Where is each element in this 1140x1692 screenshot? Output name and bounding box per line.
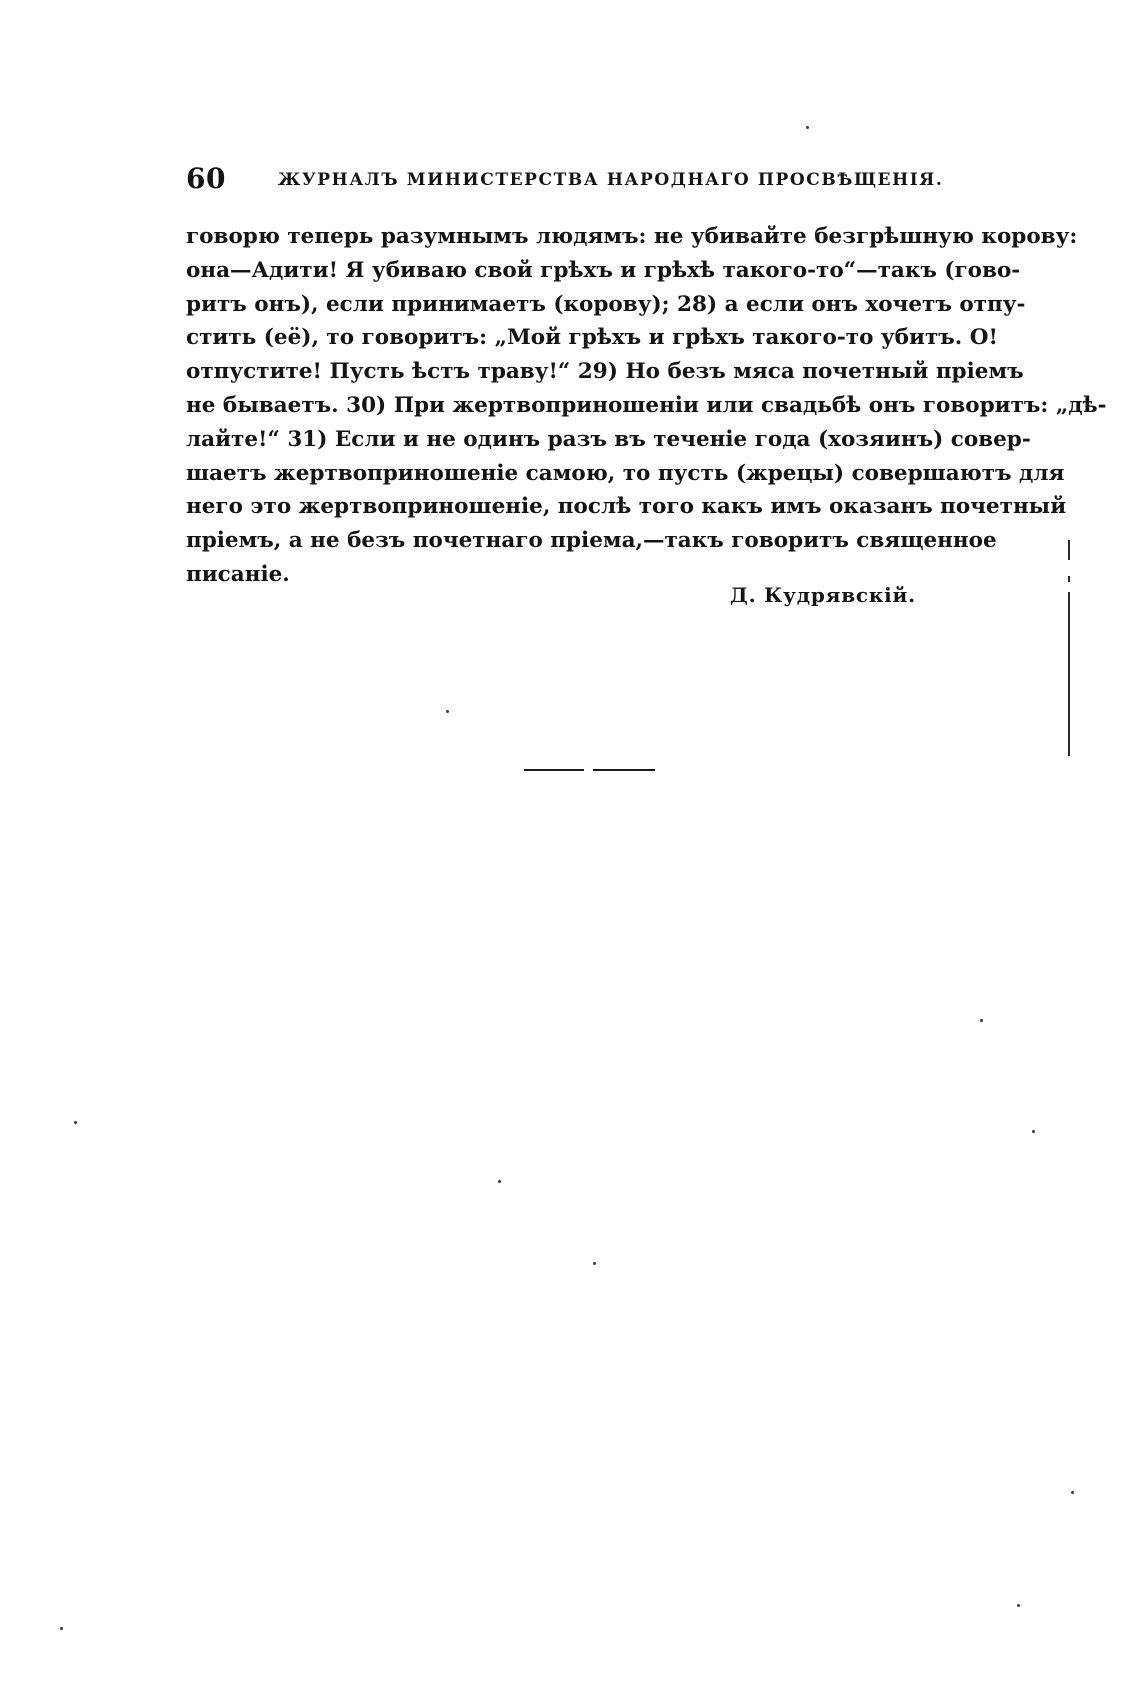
scan-speck (446, 710, 449, 713)
scan-speck (806, 126, 809, 129)
body-text (186, 220, 1107, 592)
scan-speck (498, 1180, 501, 1183)
scan-speck (1017, 1604, 1020, 1607)
scan-speck (60, 1627, 63, 1630)
text-line: писаніе. (186, 561, 290, 587)
text-line: она—Адити! Я убиваю свой грѣхъ и грѣхѣ такого-то“—такъ (гово- (186, 257, 1021, 283)
page-header (186, 160, 994, 200)
text-line: лайте!“ 31) Если и не одинъ разъ въ теченіе года (хозяинъ) совер- (186, 426, 1031, 452)
text-line: него это жертвоприношеніе, послѣ того какъ имъ оказанъ почетный (186, 494, 1067, 520)
text-line: шаетъ жертвоприношеніе самою, то пусть (жрецы) совершаютъ для (186, 460, 1065, 486)
running-title: ЖУРНАЛЪ МИНИСТЕРСТВА НАРОДНАГО ПРОСВѢЩЕНІЯ. (278, 170, 944, 190)
scan-speck (1032, 1130, 1035, 1133)
text-line: говорю теперь разумнымъ людямъ: не убивайте безгрѣшную корову: (186, 224, 1078, 249)
page-number: 60 (186, 162, 226, 195)
margin-mark (1068, 540, 1070, 560)
margin-mark (1068, 576, 1070, 582)
scan-speck (1071, 1491, 1074, 1494)
text-line: стить (её), то говоритъ: „Мой грѣхъ и грѣхъ такого-то убитъ. О! (186, 325, 998, 351)
margin-mark (1068, 592, 1070, 756)
text-line: не бываетъ. 30) При жертвоприношеніи или свадьбѣ онъ говоритъ: „дѣ- (186, 392, 1107, 418)
text-line: ритъ онъ), если принимаетъ (корову); 28) а если онъ хочетъ отпу- (186, 291, 1026, 317)
section-rule (593, 769, 655, 771)
text-line: пріемъ, а не безъ почетнаго пріема,—такъ говоритъ священное (186, 528, 997, 554)
text-line: отпустите! Пусть ѣстъ траву!“ 29) Но безъ мяса почетный пріемъ (186, 359, 1024, 385)
section-rule (524, 769, 584, 771)
scan-speck (74, 1121, 77, 1124)
scan-speck (980, 1019, 983, 1022)
scan-speck (593, 1262, 596, 1265)
author-signature: Д. Кудрявскій. (730, 583, 916, 607)
